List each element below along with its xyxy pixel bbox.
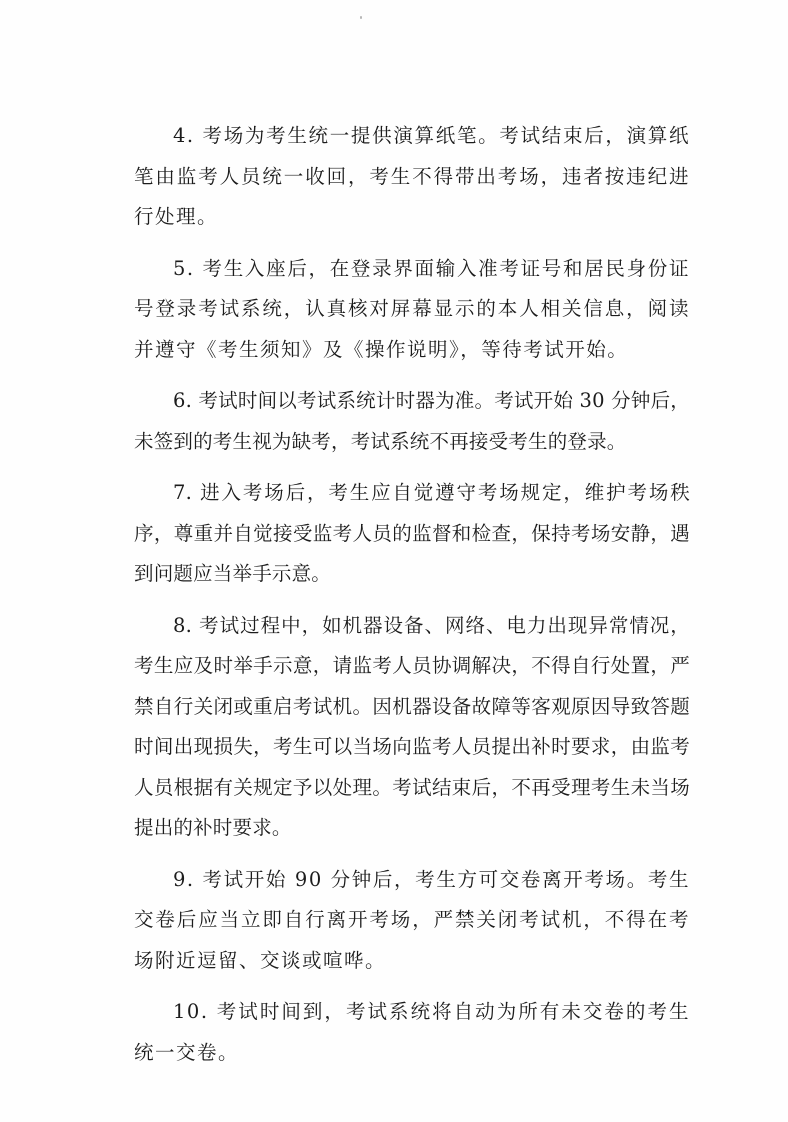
- rule-paragraph-9: 9. 考试开始 90 分钟后，考生方可交卷离开考场。考生交卷后应当立即自行离开考场，严禁关闭考试机，不得在考场附近逗留、交谈或喧哗。: [134, 867, 690, 972]
- rule-paragraph-8: 8. 考试过程中，如机器设备、网络、电力出现异常情况，考生应及时举手示意，请监考人员协调解决，不得自行处置，严禁自行关闭或重启考试机。因机器设备故障等客观原因导致答题时间出现损失，考生可以当场向监考人员提出补时要求，由监考人员根据有关规定予以处理。考试结束后，不再受理考生未当场提出的补时要求。: [134, 613, 690, 839]
- rule-paragraph-5: 5. 考生入座后，在登录界面输入准考证号和居民身份证号登录考试系统，认真核对屏幕显示的本人相关信息，阅读并遵守《考生须知》及《操作说明》，等待考试开始。: [134, 256, 690, 361]
- rules-body: [134, 116, 690, 1084]
- rule-paragraph-7: 7. 进入考场后，考生应自觉遵守考场规定，维护考场秩序，尊重并自觉接受监考人员的监督和检查，保持考场安静，遇到问题应当举手示意。: [134, 481, 690, 585]
- rule-paragraph-4: 4. 考场为考生统一提供演算纸笔。考试结束后，演算纸笔由监考人员统一收回，考生不得带出考场，违者按违纪进行处理。: [134, 124, 690, 228]
- scan-mark: [360, 16, 362, 19]
- rule-paragraph-6: 6. 考试时间以考试系统计时器为准。考试开始 30 分钟后，未签到的考生视为缺考，考试系统不再接受考生的登录。: [134, 389, 690, 453]
- rule-paragraph-10: 10. 考试时间到，考试系统将自动为所有未交卷的考生统一交卷。: [134, 1000, 690, 1064]
